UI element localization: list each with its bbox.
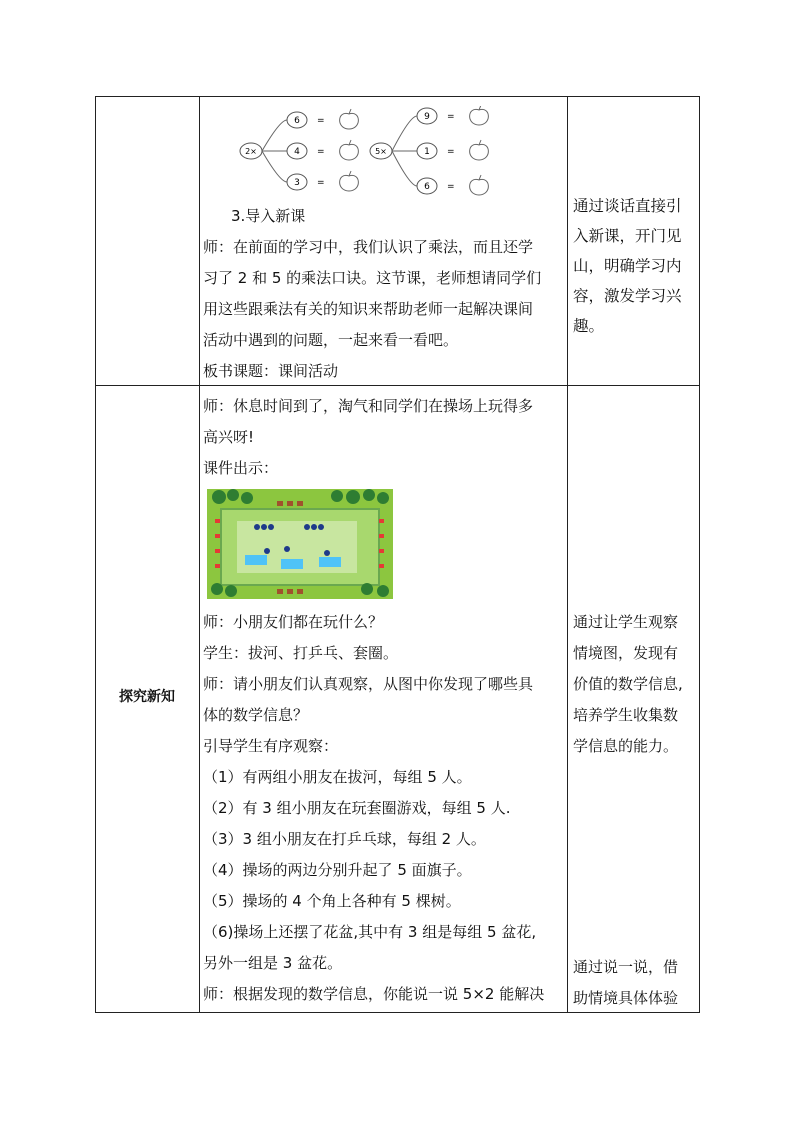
list-item: （2）有 3 组小朋友在玩套圈游戏，每组 5 人. [203, 799, 511, 817]
intent-line: 容，激发学习兴 [573, 287, 682, 305]
intent-line: 学信息的能力。 [573, 737, 679, 755]
paragraph-line: 引导学生有序观察： [203, 737, 339, 755]
lesson-table [95, 96, 700, 1013]
intent-line: 趣。 [573, 317, 605, 335]
list-item: （3）3 组小朋友在打乒乓球，每组 2 人。 [203, 830, 486, 848]
apple-icon [340, 140, 359, 160]
paragraph-line: 师：休息时间到了，淘气和同学们在操场上玩得多 [203, 397, 534, 415]
intent-line: 情境图，发现有 [573, 644, 679, 662]
equals-sign: = [317, 178, 325, 188]
table-border-top [95, 96, 700, 97]
intent-line: 通过说一说，借 [573, 958, 679, 976]
paragraph-line: 师：请小朋友们认真观察，从图中你发现了哪些具 [203, 675, 534, 693]
paragraph-line: 师：小朋友们都在玩什么？ [203, 613, 384, 631]
intent-line: 山，明确学习内 [573, 257, 682, 275]
bubble-number: 4 [294, 147, 300, 157]
paragraph-line: 师：在前面的学习中，我们认识了乘法，而且还学 [203, 238, 534, 256]
list-item: （4）操场的两边分别升起了 5 面旗子。 [203, 861, 472, 879]
list-item: 另外一组是 3 盆花。 [203, 954, 343, 972]
apple-icon [470, 175, 489, 195]
apple-icon [340, 109, 359, 129]
paragraph-line: 用这些跟乘法有关的知识来帮助老师一起解决课间 [203, 300, 534, 318]
table-border-left [95, 96, 96, 1013]
row2-content-bottom [203, 607, 565, 1010]
row1-content [203, 201, 565, 387]
bubble-number: 9 [424, 112, 430, 122]
list-item: （5）操场的 4 个角上各种有 5 棵树。 [203, 892, 461, 910]
list-item: （1）有两组小朋友在拔河，每组 5 人。 [203, 768, 472, 786]
equals-sign: = [317, 116, 325, 126]
paragraph-line: 高兴呀! [203, 428, 255, 446]
right-multiplier: 5× [375, 147, 387, 156]
bubble-number: 6 [294, 116, 300, 126]
row2-content-top [203, 391, 565, 484]
intent-line: 入新课，开门见 [573, 227, 682, 245]
paragraph-line: 课件出示： [203, 459, 279, 477]
intent-line: 培养学生收集数 [573, 706, 679, 724]
multiplication-apple-diagram [235, 106, 505, 196]
playground-illustration [207, 489, 393, 599]
paragraph-line: 体的数学信息？ [203, 706, 309, 724]
paragraph-line: 学生：拔河、打乒乓、套圈。 [203, 644, 399, 662]
section-label: 探究新知 [119, 689, 175, 705]
equals-sign: = [447, 182, 455, 192]
apple-icon [470, 140, 489, 160]
column-divider-2 [567, 96, 568, 1013]
equals-sign: = [447, 147, 455, 157]
diagram-right [370, 116, 417, 186]
apple-icon [470, 106, 489, 125]
bubble-number: 6 [424, 182, 430, 192]
equals-sign: = [317, 147, 325, 157]
paragraph-line: 活动中遇到的问题，一起来看一看吧。 [203, 331, 459, 349]
intent-line: 通过谈话直接引 [573, 197, 682, 215]
section-heading: 3.导入新课 [231, 207, 306, 225]
board-title-line: 板书课题：课间活动 [203, 362, 339, 380]
intent-line: 助情境具体体验 [573, 989, 679, 1007]
diagram-left [240, 120, 287, 182]
table-border-right [699, 96, 700, 1013]
bubble-number: 3 [294, 178, 300, 188]
apple-icon [340, 171, 359, 191]
paragraph-line: 师：根据发现的数学信息，你能说一说 5×2 能解决 [203, 985, 545, 1003]
column-divider-1 [199, 96, 200, 1013]
paragraph-line: 习了 2 和 5 的乘法口诀。这节课，老师想请同学们 [203, 269, 542, 287]
equals-sign: = [447, 112, 455, 122]
left-multiplier: 2× [245, 147, 257, 156]
row2-intent-top [573, 607, 695, 762]
list-item: （6)操场上还摆了花盆,其中有 3 组是每组 5 盆花, [203, 923, 537, 941]
row2-intent-bottom [573, 952, 695, 1014]
bubble-number: 1 [424, 147, 430, 157]
row1-intent [573, 191, 695, 341]
intent-line: 通过让学生观察 [573, 613, 679, 631]
intent-line: 价值的数学信息, [573, 675, 683, 693]
